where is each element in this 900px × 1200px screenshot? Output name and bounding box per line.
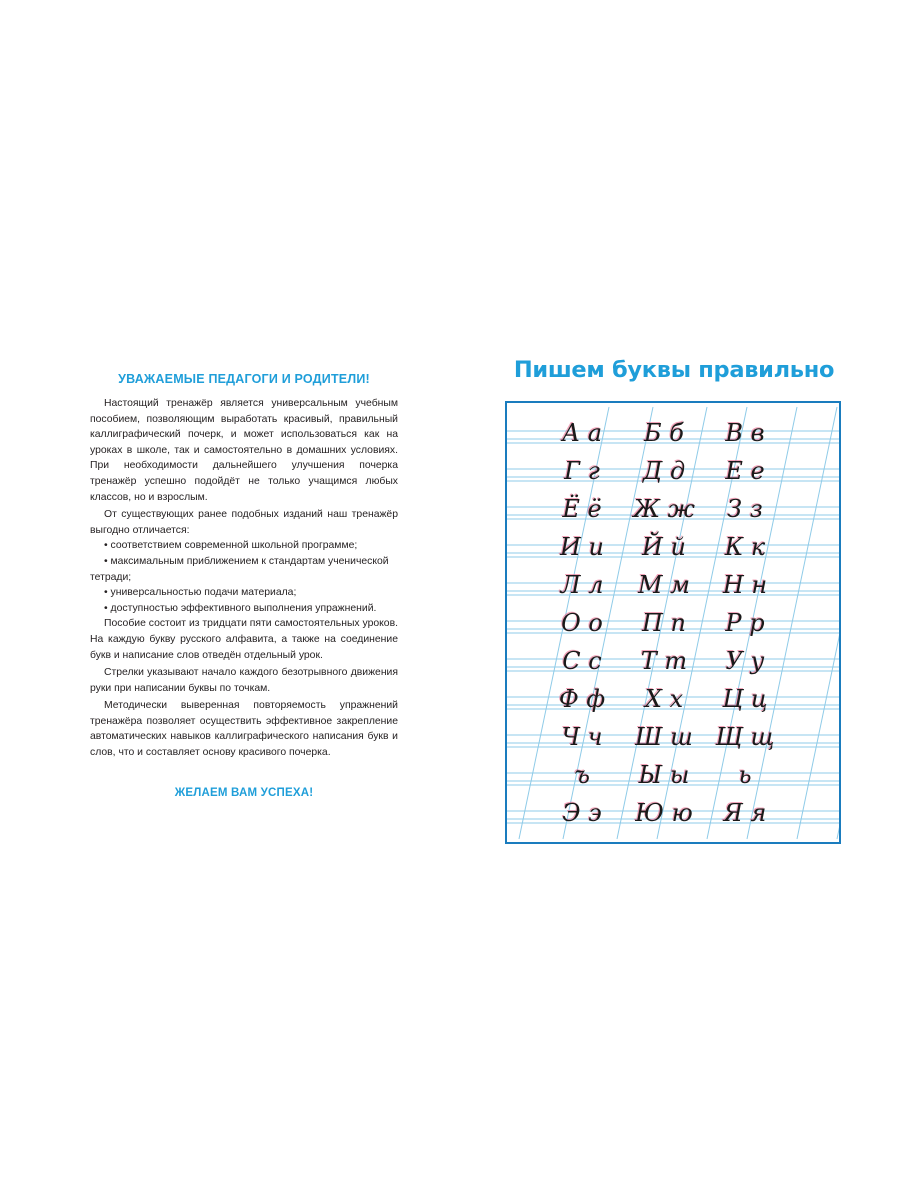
- letter-pair: М м: [637, 571, 691, 599]
- letter-pair: И и: [559, 533, 604, 561]
- letter-pair: Д д: [642, 457, 686, 485]
- letter-pair: Л л: [560, 571, 604, 599]
- letter-pair: П п: [641, 609, 686, 637]
- letter-pair: К к: [724, 533, 766, 561]
- page-title: Пишем буквы правильно: [513, 357, 835, 383]
- advantage-item: • доступностью эффективного выполнения упражнений.: [90, 601, 398, 617]
- letter-pair: В в: [725, 419, 765, 447]
- letter-pair: Щ щ: [715, 723, 775, 751]
- letter-pair: О о: [561, 609, 603, 637]
- letter-pair: Е е: [725, 457, 765, 485]
- left-page: [90, 372, 398, 799]
- letter-pair: Ж ж: [633, 495, 695, 523]
- letter-pair: Г г: [564, 457, 600, 485]
- intro-paragraph-3: Пособие состоит из тридцати пяти самостоятельных уроков. На каждую букву русского алфавита, а также на соединение букв и написание слов отведён отдельный урок.: [90, 618, 398, 661]
- letter-pair: Х х: [644, 685, 684, 713]
- letter-pair: Р р: [725, 609, 765, 637]
- intro-text: [90, 396, 398, 761]
- letter-pair: Й й: [641, 533, 686, 561]
- letter-pair: Ю ю: [635, 799, 693, 827]
- letter-pair: Ц ц: [722, 685, 768, 713]
- handwriting-sheet: [505, 401, 841, 844]
- slant-guide-line: [797, 407, 839, 839]
- slant-guide-line: [837, 407, 839, 839]
- closing-wish: ЖЕЛАЕМ ВАМ УСПЕХА!: [174, 786, 314, 799]
- letter-pair: Ч ч: [561, 723, 603, 751]
- letter-pair: Ы ы: [638, 761, 690, 789]
- letter-pair: Ф ф: [558, 685, 606, 713]
- advantage-item: • соответствием современной школьной программе;: [90, 538, 398, 554]
- letter-pair: Ш ш: [635, 723, 693, 751]
- letter-pair: А а: [561, 419, 603, 447]
- letter-pair: Н н: [722, 571, 768, 599]
- advantages-list: [90, 538, 398, 616]
- letter-pair: Я я: [723, 799, 767, 827]
- intro-paragraph-5: Методически выверенная повторяемость упражнений тренажёра позволяет осуществить эффективное закрепление автоматических навыков каллиграфического написания букв и слов, что и составляет основу красивого почерка.: [90, 700, 398, 759]
- letter-pair: ъ: [574, 761, 590, 789]
- letter-pair: З з: [727, 495, 763, 523]
- letter-pair: Э э: [562, 799, 602, 827]
- advantage-item: • максимальным приближением к стандартам ученической тетради;: [90, 554, 398, 585]
- advantage-item: • универсальностью подачи материала;: [90, 585, 398, 601]
- letter-pair: Т т: [640, 647, 688, 675]
- letter-pair: ь: [738, 761, 752, 789]
- letter-pair: У у: [725, 647, 765, 675]
- intro-paragraph-1: Настоящий тренажёр является универсальным учебным пособием, позволяющим выработать красивый, правильный каллиграфический почерк, и может использоваться как на уроках в школе, так и самостоятельно в домашних условиях. При необходимости дальнейшего улучшения почерка тренажёр успешно подойдёт не только учащимся любых классов, но и взрослым.: [90, 398, 398, 503]
- intro-paragraph-2: От существующих ранее подобных изданий наш тренажёр выгодно отличается:: [90, 509, 398, 536]
- letter-pair: Ё ё: [562, 495, 602, 523]
- letter-pair: Б б: [644, 419, 684, 447]
- intro-paragraph-4: Стрелки указывают начало каждого безотрывного движения руки при написании буквы по точкам.: [90, 667, 398, 694]
- letter-pair: С с: [562, 647, 602, 675]
- left-heading: УВАЖАЕМЫЕ ПЕДАГОГИ И РОДИТЕЛИ!: [118, 372, 370, 386]
